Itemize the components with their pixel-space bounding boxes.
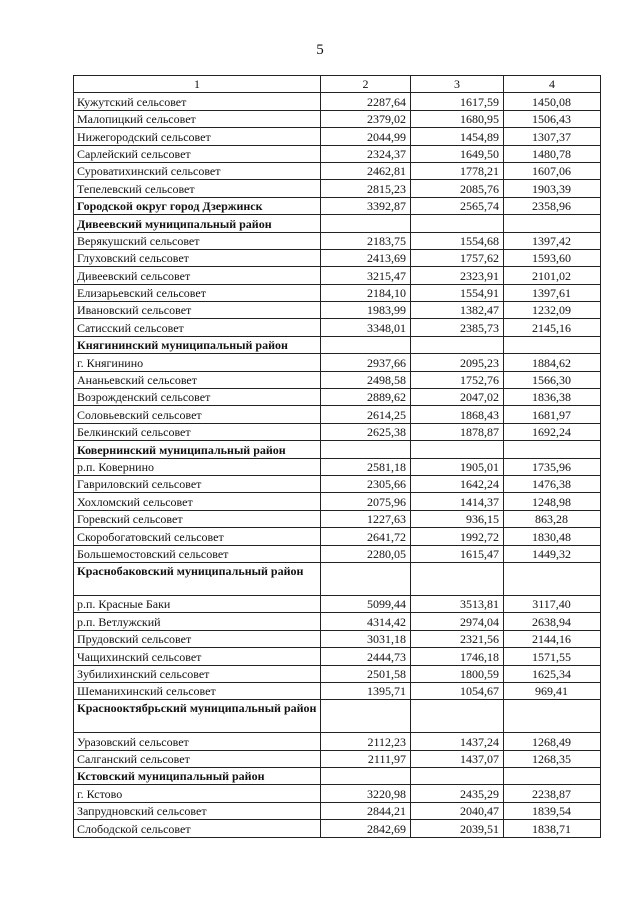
- row-value-col3: 3513,81: [411, 595, 504, 612]
- table-row: [74, 180, 601, 197]
- table-group-row: [74, 215, 601, 232]
- row-value-col3: 1454,89: [411, 128, 504, 145]
- row-value-col4: [504, 768, 601, 785]
- column-header: 4: [504, 76, 601, 93]
- row-value-col4: 2238,87: [504, 785, 601, 802]
- table-row: [74, 820, 601, 837]
- row-value-col3: 2321,56: [411, 630, 504, 647]
- row-value-col4: 2638,94: [504, 613, 601, 630]
- table-row: [74, 93, 601, 110]
- column-header: 2: [321, 76, 411, 93]
- table-group-row: [74, 562, 601, 595]
- table-row: [74, 493, 601, 510]
- column-header: 3: [411, 76, 504, 93]
- row-value-col3: [411, 562, 504, 595]
- row-name-cell: Суроватихинский сельсовет: [74, 162, 321, 179]
- row-value-col3: 1649,50: [411, 145, 504, 162]
- row-name-cell: Глуховский сельсовет: [74, 249, 321, 266]
- row-value-col3: 1554,91: [411, 284, 504, 301]
- table-row: [74, 475, 601, 492]
- table-row: [74, 665, 601, 682]
- row-value-col4: 1397,61: [504, 284, 601, 301]
- row-value-col2: 2075,96: [321, 493, 411, 510]
- row-value-col3: 2565,74: [411, 197, 504, 214]
- row-value-col4: 1248,98: [504, 493, 601, 510]
- row-value-col2: [321, 336, 411, 353]
- table-row: [74, 284, 601, 301]
- row-value-col3: 1437,24: [411, 733, 504, 750]
- row-value-col2: 2324,37: [321, 145, 411, 162]
- row-value-col2: 2498,58: [321, 371, 411, 388]
- table-row: [74, 458, 601, 475]
- row-name-cell: Уразовский сельсовет: [74, 733, 321, 750]
- row-value-col4: 1884,62: [504, 354, 601, 371]
- table-row: [74, 545, 601, 562]
- row-value-col2: 2889,62: [321, 389, 411, 406]
- table-row: [74, 145, 601, 162]
- row-name-cell: Шеманихинский сельсовет: [74, 682, 321, 699]
- row-value-col4: 1506,43: [504, 110, 601, 127]
- row-name-cell: Горевский сельсовет: [74, 510, 321, 527]
- row-value-col2: 2184,10: [321, 284, 411, 301]
- table-row: [74, 648, 601, 665]
- row-name-cell: Краснооктябрьский муниципальный район: [74, 700, 321, 733]
- row-name-cell: Ивановский сельсовет: [74, 302, 321, 319]
- row-name-cell: Городской округ город Дзержинск: [74, 197, 321, 214]
- row-value-col2: [321, 215, 411, 232]
- table-row: [74, 110, 601, 127]
- table-row: [74, 162, 601, 179]
- row-value-col3: 936,15: [411, 510, 504, 527]
- row-name-cell: р.п. Ветлужский: [74, 613, 321, 630]
- row-name-cell: Слободской сельсовет: [74, 820, 321, 837]
- row-value-col4: [504, 700, 601, 733]
- row-value-col3: 1992,72: [411, 528, 504, 545]
- row-value-col3: 1437,07: [411, 750, 504, 767]
- row-name-cell: Зубилихинский сельсовет: [74, 665, 321, 682]
- table-group-row: [74, 700, 601, 733]
- row-value-col4: [504, 215, 601, 232]
- row-value-col3: 1800,59: [411, 665, 504, 682]
- row-value-col2: 2501,58: [321, 665, 411, 682]
- row-value-col4: 1449,32: [504, 545, 601, 562]
- data-table: [73, 75, 601, 838]
- row-value-col3: [411, 336, 504, 353]
- table-row: [74, 232, 601, 249]
- row-name-cell: Краснобаковский муниципальный район: [74, 562, 321, 595]
- row-value-col3: [411, 441, 504, 458]
- table-row: [74, 406, 601, 423]
- row-value-col4: 863,28: [504, 510, 601, 527]
- row-value-col2: 2305,66: [321, 475, 411, 492]
- row-name-cell: г. Кстово: [74, 785, 321, 802]
- table-row: [74, 249, 601, 266]
- row-name-cell: Сатисский сельсовет: [74, 319, 321, 336]
- row-value-col2: 2111,97: [321, 750, 411, 767]
- row-value-col4: 2358,96: [504, 197, 601, 214]
- row-name-cell: Княгининский муниципальный район: [74, 336, 321, 353]
- table-row: [74, 389, 601, 406]
- table-group-row: [74, 336, 601, 353]
- row-value-col4: [504, 336, 601, 353]
- row-name-cell: Кстовский муниципальный район: [74, 768, 321, 785]
- row-value-col2: 2183,75: [321, 232, 411, 249]
- row-value-col2: 2815,23: [321, 180, 411, 197]
- table-row: [74, 595, 601, 612]
- row-value-col2: 3220,98: [321, 785, 411, 802]
- table-row: [74, 733, 601, 750]
- row-value-col2: 5099,44: [321, 595, 411, 612]
- row-value-col3: 1778,21: [411, 162, 504, 179]
- row-value-col2: 2462,81: [321, 162, 411, 179]
- row-value-col4: 3117,40: [504, 595, 601, 612]
- row-name-cell: Тепелевский сельсовет: [74, 180, 321, 197]
- row-value-col3: 1868,43: [411, 406, 504, 423]
- table-row: [74, 750, 601, 767]
- table-row: [74, 682, 601, 699]
- row-value-col3: 1752,76: [411, 371, 504, 388]
- row-name-cell: г. Княгинино: [74, 354, 321, 371]
- page-number: 5: [316, 42, 324, 58]
- row-value-col2: 3031,18: [321, 630, 411, 647]
- row-value-col2: 2444,73: [321, 648, 411, 665]
- row-value-col2: [321, 700, 411, 733]
- row-value-col4: 2145,16: [504, 319, 601, 336]
- row-value-col2: 2044,99: [321, 128, 411, 145]
- row-name-cell: Ковернинский муниципальный район: [74, 441, 321, 458]
- row-value-col3: 2039,51: [411, 820, 504, 837]
- row-name-cell: Дивеевский муниципальный район: [74, 215, 321, 232]
- row-value-col2: 2614,25: [321, 406, 411, 423]
- row-value-col4: 1625,34: [504, 665, 601, 682]
- row-name-cell: Запрудновский сельсовет: [74, 802, 321, 819]
- table-row: [74, 302, 601, 319]
- row-value-col3: 2974,04: [411, 613, 504, 630]
- row-name-cell: Хохломский сельсовет: [74, 493, 321, 510]
- row-value-col2: 3348,01: [321, 319, 411, 336]
- row-name-cell: Гавриловский сельсовет: [74, 475, 321, 492]
- row-value-col3: 1746,18: [411, 648, 504, 665]
- table-group-row: [74, 197, 601, 214]
- row-value-col4: 1607,06: [504, 162, 601, 179]
- row-name-cell: Верякушский сельсовет: [74, 232, 321, 249]
- row-value-col3: 1382,47: [411, 302, 504, 319]
- row-value-col2: 2937,66: [321, 354, 411, 371]
- row-value-col3: [411, 215, 504, 232]
- row-value-col4: 1480,78: [504, 145, 601, 162]
- table-group-row: [74, 441, 601, 458]
- row-name-cell: Елизарьевский сельсовет: [74, 284, 321, 301]
- row-name-cell: Дивеевский сельсовет: [74, 267, 321, 284]
- row-value-col4: 1232,09: [504, 302, 601, 319]
- row-name-cell: Большемостовский сельсовет: [74, 545, 321, 562]
- row-value-col4: 1476,38: [504, 475, 601, 492]
- row-value-col4: 1692,24: [504, 423, 601, 440]
- row-value-col3: 2323,91: [411, 267, 504, 284]
- row-value-col4: 1571,55: [504, 648, 601, 665]
- row-value-col2: [321, 441, 411, 458]
- row-value-col4: 1268,35: [504, 750, 601, 767]
- row-value-col2: [321, 768, 411, 785]
- row-value-col2: 4314,42: [321, 613, 411, 630]
- table-row: [74, 630, 601, 647]
- table-row: [74, 267, 601, 284]
- row-value-col3: 2047,02: [411, 389, 504, 406]
- row-name-cell: Салганский сельсовет: [74, 750, 321, 767]
- table-group-row: [74, 768, 601, 785]
- row-value-col2: 2581,18: [321, 458, 411, 475]
- row-value-col2: 2379,02: [321, 110, 411, 127]
- row-value-col2: 2413,69: [321, 249, 411, 266]
- row-value-col3: 1617,59: [411, 93, 504, 110]
- row-value-col4: 1903,39: [504, 180, 601, 197]
- row-value-col3: 2040,47: [411, 802, 504, 819]
- row-name-cell: р.п. Ковернино: [74, 458, 321, 475]
- row-name-cell: Ананьевский сельсовет: [74, 371, 321, 388]
- row-value-col4: 1593,60: [504, 249, 601, 266]
- row-value-col2: [321, 562, 411, 595]
- row-name-cell: Нижегородский сельсовет: [74, 128, 321, 145]
- row-value-col3: 1680,95: [411, 110, 504, 127]
- row-value-col2: 1227,63: [321, 510, 411, 527]
- row-value-col3: 2385,73: [411, 319, 504, 336]
- row-value-col2: 2641,72: [321, 528, 411, 545]
- row-value-col3: 1757,62: [411, 249, 504, 266]
- table-row: [74, 371, 601, 388]
- row-value-col4: 969,41: [504, 682, 601, 699]
- table-row: [74, 354, 601, 371]
- row-value-col4: 1681,97: [504, 406, 601, 423]
- row-value-col3: 1615,47: [411, 545, 504, 562]
- row-value-col4: 1307,37: [504, 128, 601, 145]
- row-value-col2: 1983,99: [321, 302, 411, 319]
- row-value-col3: 2435,29: [411, 785, 504, 802]
- table-row: [74, 319, 601, 336]
- row-value-col2: 2287,64: [321, 93, 411, 110]
- row-value-col4: [504, 441, 601, 458]
- row-name-cell: р.п. Красные Баки: [74, 595, 321, 612]
- row-value-col2: 2280,05: [321, 545, 411, 562]
- row-value-col4: 2144,16: [504, 630, 601, 647]
- row-value-col3: [411, 700, 504, 733]
- table-row: [74, 802, 601, 819]
- table-row: [74, 785, 601, 802]
- table-row: [74, 613, 601, 630]
- row-value-col4: 1836,38: [504, 389, 601, 406]
- column-header: 1: [74, 76, 321, 93]
- row-value-col4: 2101,02: [504, 267, 601, 284]
- row-value-col4: 1268,49: [504, 733, 601, 750]
- row-value-col4: 1566,30: [504, 371, 601, 388]
- row-name-cell: Малопицкий сельсовет: [74, 110, 321, 127]
- row-value-col3: 1878,87: [411, 423, 504, 440]
- row-value-col4: 1839,54: [504, 802, 601, 819]
- row-value-col2: 2112,23: [321, 733, 411, 750]
- row-name-cell: Чащихинский сельсовет: [74, 648, 321, 665]
- row-name-cell: Кужутский сельсовет: [74, 93, 321, 110]
- table-row: [74, 510, 601, 527]
- table-row: [74, 128, 601, 145]
- row-value-col2: 3392,87: [321, 197, 411, 214]
- row-name-cell: Прудовский сельсовет: [74, 630, 321, 647]
- row-value-col3: 1414,37: [411, 493, 504, 510]
- row-value-col3: 2085,76: [411, 180, 504, 197]
- row-name-cell: Возрожденский сельсовет: [74, 389, 321, 406]
- table-row: [74, 423, 601, 440]
- row-value-col3: 2095,23: [411, 354, 504, 371]
- row-value-col2: 2625,38: [321, 423, 411, 440]
- row-value-col4: 1735,96: [504, 458, 601, 475]
- row-value-col3: 1554,68: [411, 232, 504, 249]
- row-value-col4: 1838,71: [504, 820, 601, 837]
- row-value-col2: 2844,21: [321, 802, 411, 819]
- row-name-cell: Соловьевский сельсовет: [74, 406, 321, 423]
- table-header-row: [74, 76, 601, 93]
- row-value-col3: [411, 768, 504, 785]
- row-value-col3: 1642,24: [411, 475, 504, 492]
- row-value-col4: 1450,08: [504, 93, 601, 110]
- table-row: [74, 528, 601, 545]
- row-value-col2: 1395,71: [321, 682, 411, 699]
- row-value-col3: 1054,67: [411, 682, 504, 699]
- row-name-cell: Сарлейский сельсовет: [74, 145, 321, 162]
- row-name-cell: Белкинский сельсовет: [74, 423, 321, 440]
- row-value-col4: 1397,42: [504, 232, 601, 249]
- row-value-col2: 2842,69: [321, 820, 411, 837]
- row-value-col4: 1830,48: [504, 528, 601, 545]
- row-value-col3: 1905,01: [411, 458, 504, 475]
- row-name-cell: Скоробогатовский сельсовет: [74, 528, 321, 545]
- row-value-col4: [504, 562, 601, 595]
- row-value-col2: 3215,47: [321, 267, 411, 284]
